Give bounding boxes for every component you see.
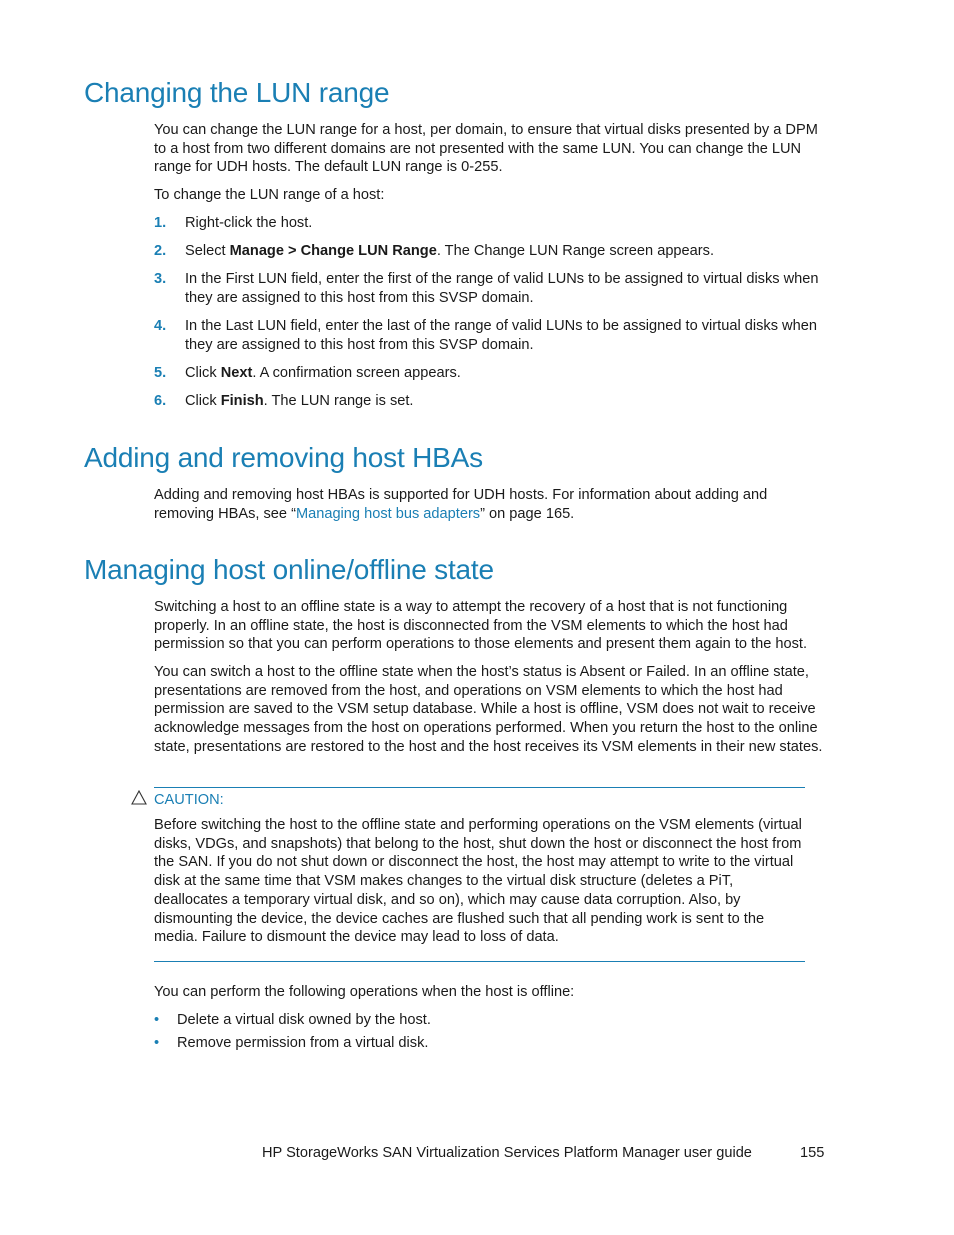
caution-triangle-icon	[131, 790, 147, 805]
offline-ops-lead: You can perform the following operations when the host is offline:	[154, 984, 575, 1000]
step-number: 5.	[154, 365, 167, 381]
step-number: 4.	[154, 318, 167, 334]
heading-changing-lun-range: Changing the LUN range	[84, 77, 390, 108]
page-number: 155	[800, 1145, 825, 1161]
bullet-icon: •	[154, 1035, 160, 1051]
step-text: Click Next. A confirmation screen appears.	[185, 365, 461, 381]
step-text: In the First LUN field, enter the first of the range of valid LUNs to be assigned to virtual disks when they are assigned to this host from this SVSP domain.	[185, 271, 819, 306]
heading-adding-removing-hbas: Adding and removing host HBAs	[84, 442, 483, 473]
step-6	[154, 392, 830, 411]
step-number: 2.	[154, 243, 167, 259]
hbas-paragraph: Adding and removing host HBAs is supported for UDH hosts. For information about adding and removing HBAs, see “Managing host bus adapters” on page 165.	[154, 487, 768, 522]
button-name: Finish	[220, 393, 264, 409]
button-name: Next	[220, 365, 253, 381]
bullet-icon: •	[154, 1012, 160, 1028]
menu-path: Manage > Change LUN Range	[229, 243, 437, 259]
lun-range-lead: To change the LUN range of a host:	[154, 187, 385, 203]
step-3	[154, 270, 830, 307]
step-text: In the Last LUN field, enter the last of the range of valid LUNs to be assigned to virtual disks when they are assigned to this host from this SVSP domain.	[185, 318, 817, 353]
list-item: • Remove permission from a virtual disk.	[154, 1035, 429, 1051]
offline-para-2: You can switch a host to the offline state when the host’s status is Absent or Failed. In an offline state, presentations are removed from the host, and operations on VSM elements to which the host had permission are saved to the VSM setup database. While a host is offline, VSM does not wait to receive acknowledge messages from the host on operations performed. When you return the host to the online state, presentations are restored to the host and the host receives its VSM elements in their new states.	[154, 664, 823, 755]
step-text: Click Finish. The LUN range is set.	[185, 393, 414, 409]
step-number: 6.	[154, 393, 167, 409]
step-1	[154, 214, 830, 233]
step-text: Right-click the host.	[185, 215, 313, 231]
caution-top-rule	[154, 787, 805, 788]
step-4	[154, 317, 830, 354]
managing-host-bus-adapters-link[interactable]: Managing host bus adapters	[295, 505, 481, 522]
lun-range-intro: You can change the LUN range for a host, per domain, to ensure that virtual disks presented by a DPM to a host from two different domains are not presented with the same LUN. You can change the LUN range for UDH hosts. The default LUN range is 0-255.	[154, 122, 818, 176]
step-5	[154, 364, 830, 383]
step-text: Select Manage > Change LUN Range. The Change LUN Range screen appears.	[185, 243, 714, 259]
caution-text: Before switching the host to the offline state and performing operations on the VSM elements (virtual disks, VDGs, and snapshots) that belong to the host, shut down the host or disconnect the host from the SAN. If you do not shut down or disconnect the host, the host may attempt to write to the virtual disk at the same time that VSM makes changes to the virtual disk structure (deletes a PiT, deallocates a temporary virtual disk, and so on), which may cause data corruption. Also, by dismounting the device, the device caches are flushed such that all pending work is sent to the media. Failure to dismount the device may lead to loss of data.	[154, 817, 802, 946]
list-item: • Delete a virtual disk owned by the host.	[154, 1012, 431, 1028]
heading-managing-online-offline: Managing host online/offline state	[84, 554, 494, 585]
footer-title: HP StorageWorks SAN Virtualization Services Platform Manager user guide	[262, 1145, 752, 1161]
step-number: 3.	[154, 271, 167, 287]
caution-bottom-rule	[154, 961, 805, 962]
offline-para-1: Switching a host to an offline state is a way to attempt the recovery of a host that is not functioning properly. In an offline state, the host is disconnected from the VSM elements to which the host had permission so that you can perform operations to those elements and present them again to the host.	[154, 599, 808, 653]
step-2	[154, 242, 830, 261]
caution-label: CAUTION:	[154, 792, 224, 808]
step-number: 1.	[154, 215, 167, 231]
